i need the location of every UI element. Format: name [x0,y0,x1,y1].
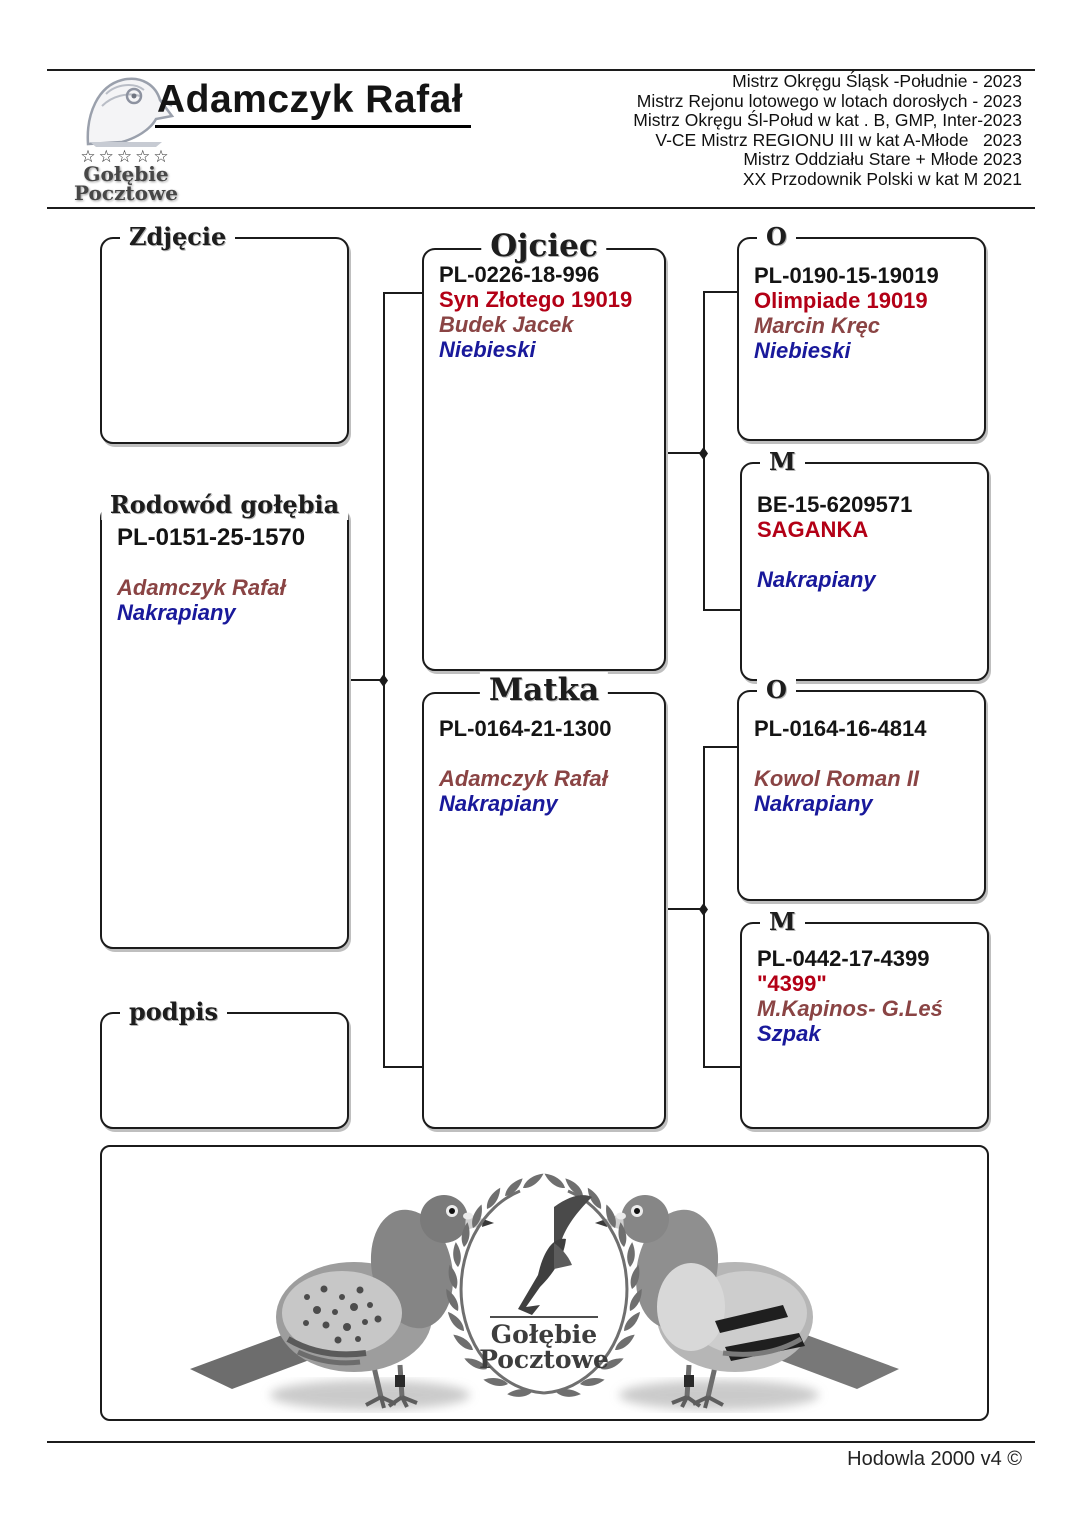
pigeons-banner-art [102,1147,987,1415]
paternal-grandfather-box [737,222,986,441]
paternal-grandfather-name: Olimpiade 19019 [754,288,928,313]
connector-line [703,291,737,293]
connector-line [662,452,703,454]
header-bottom-rule [47,207,1035,209]
connector-line [345,679,383,681]
maternal-grandfather-box [737,675,986,901]
maternal-grandfather-label: O [757,675,796,705]
spacer [117,550,341,575]
paternal-grandmother-label: M [760,447,805,477]
mother-box-label: Matka [480,672,608,708]
maternal-grandmother-box [740,907,989,1129]
spacer [439,741,658,766]
achievement-line: Mistrz Okręgu Śląsk -Południe - 2023 [732,71,1022,91]
right-pigeon-image [595,1195,899,1410]
mother-ring: PL-0164-21-1300 [439,716,612,741]
paternal-grandmother-ring: BE-15-6209571 [757,492,913,517]
paternal-grandfather-label: O [757,222,796,252]
subject-box [100,490,349,949]
father-box [422,228,666,671]
logo-line2: Pocztowe [74,181,178,205]
footer-text: Hodowla 2000 v4 © [847,1448,1022,1470]
achievement-line: Mistrz Rejonu lotowego w lotach dorosłych - 2023 [636,90,1022,111]
maternal-grandfather-breeder: Kowol Roman II [754,766,919,791]
logo-line1: Gołębie [83,162,169,186]
father-breeder: Budek Jacek [439,312,574,337]
paternal-grandmother-color: Nakrapiany [757,567,876,592]
achievement-line: XX Przodownik Polski w kat M 2021 [742,168,1022,189]
achievements-list [633,72,1022,189]
maternal-grandmother-ring: PL-0442-17-4399 [757,946,930,971]
connector-line [703,746,737,748]
maternal-grandfather-ring: PL-0164-16-4814 [754,716,927,741]
footer-rule [47,1441,1035,1443]
paternal-grandmother-name: SAGANKA [757,517,869,542]
left-pigeon-image [190,1195,494,1410]
breeder-title: Adamczyk Rafał [155,78,471,128]
connector-line [383,292,422,294]
paternal-grandfather-color: Niebieski [754,338,851,363]
wreath-pigeon-icon [518,1195,592,1315]
subject-color: Nakrapiany [117,600,236,625]
maternal-grandmother-label: M [760,907,805,937]
rating-stars: ☆☆☆☆☆ [80,147,172,166]
maternal-grandmother-color: Szpak [757,1021,821,1046]
subject-breeder: Adamczyk Rafał [117,575,286,600]
subject-ring: PL-0151-25-1570 [117,524,306,551]
wreath-text-line1: Gołębie [490,1320,598,1349]
connector-junction [699,903,708,916]
photo-box [100,222,349,444]
connector-line [662,908,703,910]
achievement-line: V-CE Mistrz REGIONU III w kat A-Młode 2023 [655,129,1022,150]
wreath-text-line2: Pocztowe [479,1345,609,1374]
connector-junction [379,674,388,687]
connector-line [703,609,740,611]
maternal-grandmother-name: "4399" [757,971,827,996]
signature-box-label: podpis [120,997,227,1027]
spacer [754,741,978,766]
photo-box-label: Zdjęcie [120,222,235,252]
father-color: Niebieski [439,337,536,362]
paternal-grandfather-ring: PL-0190-15-19019 [754,263,939,288]
father-ring: PL-0226-18-996 [439,262,600,287]
subject-box-label: Rodowód gołębia [101,490,348,520]
maternal-grandmother-breeder: M.Kapinos- G.Leś [757,996,943,1021]
father-box-label: Ojciec [481,228,606,264]
banner-image [100,1145,989,1421]
achievement-line: Mistrz Oddziału Stare + Młode 2023 [743,149,1022,169]
signature-box [100,997,349,1129]
mother-color: Nakrapiany [439,791,558,816]
mother-box [422,672,666,1129]
father-name: Syn Złotego 19019 [439,287,633,312]
connector-line [383,1066,422,1068]
paternal-grandfather-breeder: Marcin Kręc [754,313,880,338]
achievement-line: Mistrz Okręgu Śl-Połud w kat . B, GMP, Inter-2023 [633,110,1022,130]
maternal-grandfather-color: Nakrapiany [754,791,873,816]
mother-breeder: Adamczyk Rafał [439,766,608,791]
connector-junction [699,447,708,460]
connector-line [703,1066,740,1068]
paternal-grandmother-box [740,447,989,681]
spacer [757,542,981,567]
